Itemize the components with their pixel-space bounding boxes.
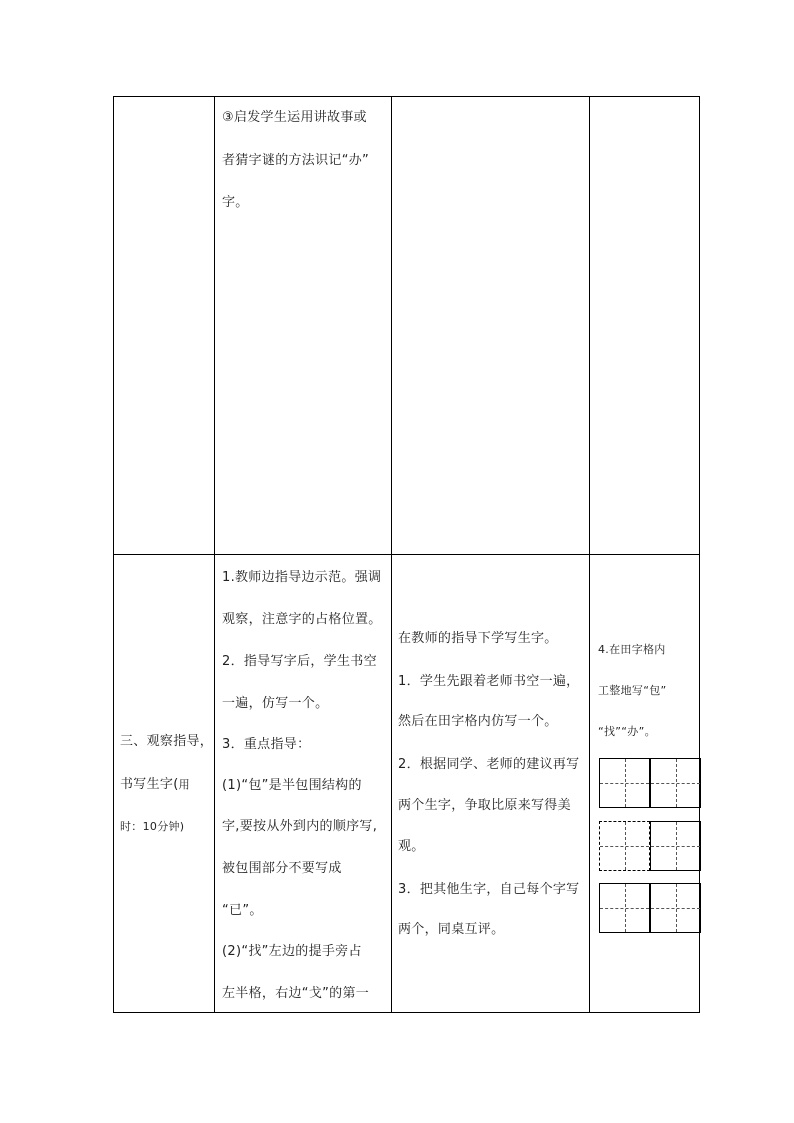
teacher-activity-line: 左半格，右边“戈”的第一 <box>222 986 370 1001</box>
teacher-activity-line: 3．重点指导： <box>222 737 311 752</box>
teacher-activity-line: 2．指导写字后，学生书空 <box>222 654 377 669</box>
student-activity-line: 2．根据同学、老师的建议再写 <box>398 757 580 772</box>
student-activity-line: 在教师的指导下学写生字。 <box>398 631 558 646</box>
tianzi-grid-cell <box>650 821 701 871</box>
stage-time-line: 时：10分钟) <box>120 820 185 833</box>
student-activity-line: 然后在田字格内仿写一个。 <box>398 714 558 729</box>
stage-title-small: 用 <box>178 778 190 791</box>
tianzi-grid-cell <box>599 821 650 871</box>
lesson-plan-table <box>113 96 700 1013</box>
stage-title-line: 三、观察指导， <box>120 734 214 749</box>
writing-task-line: “找”“办”。 <box>598 725 656 738</box>
tianzi-grid-cell <box>599 758 650 808</box>
tianzi-grid-row <box>599 758 701 808</box>
teacher-activity-line: 字,要按从外到内的顺序写, <box>222 819 378 834</box>
teacher-activity-line: 观察，注意字的占格位置。 <box>222 612 382 627</box>
writing-task-line: 4.在田字格内 <box>598 643 666 656</box>
teacher-activity-line: (2)“找”左边的提手旁占 <box>222 944 362 959</box>
stage-title-line <box>120 777 190 793</box>
tianzi-grid-row <box>599 883 701 933</box>
teacher-activity-line: “已”。 <box>222 903 263 918</box>
row-divider <box>114 554 699 555</box>
stage-title-part: 书写生字( <box>120 777 179 792</box>
student-activity-line: 两个，同桌互评。 <box>398 922 505 937</box>
student-activity-line: 观。 <box>398 839 425 854</box>
row1-col2-line: 字。 <box>222 195 249 210</box>
teacher-activity-line: 1.教师边指导边示范。强调 <box>222 570 382 585</box>
teacher-activity-line: (1)“包”是半包围结构的 <box>222 778 362 793</box>
row1-col2-line: ③启发学生运用讲故事或 <box>222 110 367 125</box>
row1-col2-line: 者猜字谜的方法识记“办” <box>222 153 370 168</box>
tianzi-grid-cell <box>650 758 701 808</box>
student-activity-line: 3．把其他生字，自己每个字写 <box>398 882 580 897</box>
student-activity-line: 两个生字，争取比原来写得美 <box>398 798 571 813</box>
student-activity-line: 1．学生先跟着老师书空一遍， <box>398 674 580 689</box>
tianzi-grid-cell <box>650 883 701 933</box>
teacher-activity-line: 被包围部分不要写成 <box>222 861 342 876</box>
tianzi-grid-cell <box>599 883 650 933</box>
writing-task-line: 工整地写“包” <box>598 684 667 697</box>
tianzi-grid-row <box>599 821 701 871</box>
teacher-activity-line: 一遍，仿写一个。 <box>222 696 329 711</box>
